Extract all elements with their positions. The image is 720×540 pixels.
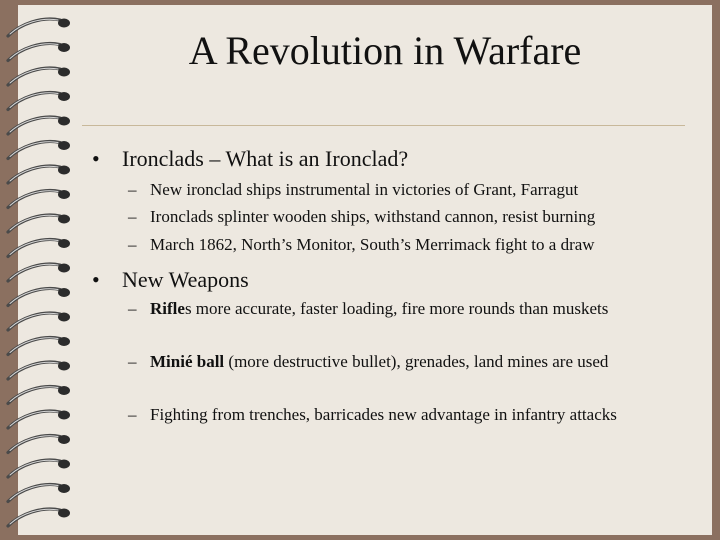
- sub-marker: –: [128, 405, 137, 424]
- sub-marker: –: [128, 180, 137, 199]
- bullet-ironclads: [92, 146, 692, 172]
- bullet-text: New Weapons: [122, 267, 249, 292]
- sub-bullet-monitor-merrimack: [128, 233, 698, 257]
- sub-text: [150, 403, 645, 427]
- sub-bullet-rifles: [128, 297, 648, 347]
- sub-rest: Ironclads splinter wooden ships, withstand cannon, resist burning: [150, 207, 596, 226]
- sub-bullet-ironclad-strength: [128, 205, 688, 229]
- bullet-text: Ironclads – What is an Ironclad?: [122, 146, 409, 171]
- sub-bullet-minie-ball: [128, 350, 648, 400]
- sub-bold: Minié ball: [150, 352, 225, 371]
- sub-text: [150, 233, 595, 257]
- sub-rest: s more accurate, faster loading, fire more rounds than muskets: [184, 299, 609, 318]
- bullet-new-weapons: [92, 267, 692, 293]
- sub-text: [150, 178, 578, 202]
- sub-rest: (more destructive bullet), grenades, land mines are used: [224, 352, 609, 371]
- bullet-marker: •: [92, 267, 100, 292]
- sub-rest: New ironclad ships instrumental in victories of Grant, Farragut: [150, 180, 579, 199]
- sub-marker: –: [128, 299, 137, 318]
- sub-marker: –: [128, 352, 137, 371]
- bullet-marker: •: [92, 146, 100, 171]
- sub-bullet-ironclad-victories: [128, 178, 688, 202]
- sub-rest: March 1862, North’s Monitor, South’s Merrimack fight to a draw: [150, 235, 595, 254]
- sub-marker: –: [128, 235, 137, 254]
- sub-marker: –: [128, 207, 137, 226]
- sub-rest: Fighting from trenches, barricades new advantage in infantry attacks: [150, 405, 617, 424]
- sub-bold: Rifle: [150, 299, 185, 318]
- sub-bullet-trenches: [128, 403, 648, 453]
- slide-title: A Revolution in Warfare: [188, 28, 582, 73]
- sub-text: [150, 297, 645, 321]
- sub-text: [150, 350, 650, 374]
- sub-text: [150, 205, 595, 229]
